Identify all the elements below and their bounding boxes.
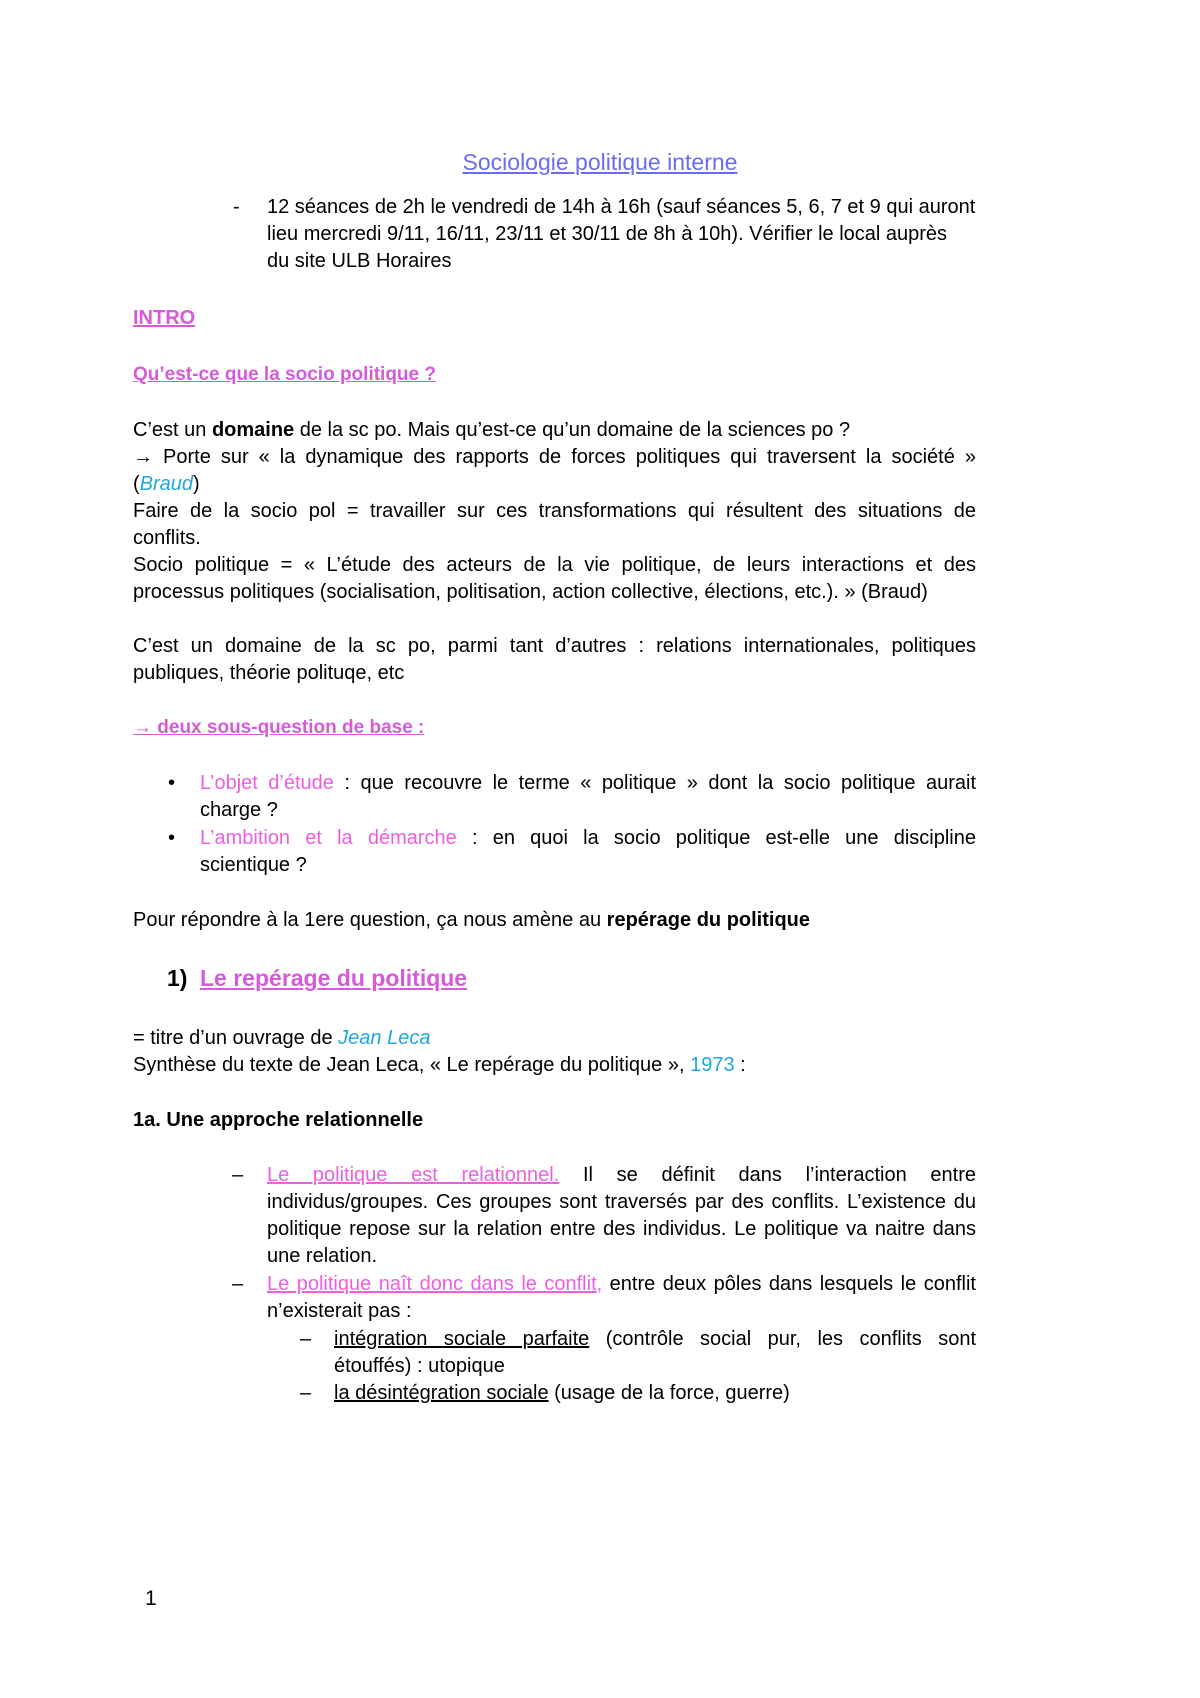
synthese-pre: Synthèse du texte de Jean Leca, « Le repérage du politique », <box>133 1054 691 1076</box>
subitem-2-dash: – <box>300 1382 312 1404</box>
bullet-1-line-1 <box>200 770 976 796</box>
faire-line-1: Faire de la socio pol = travailler sur ces transformations qui résultent des situations de <box>133 500 976 522</box>
section-1-number: 1) <box>167 965 188 991</box>
subitem-2-text: (usage de la force, guerre) <box>548 1382 790 1404</box>
bullet-1-line-2: charge ? <box>200 799 278 821</box>
arrow-icon: → <box>133 446 153 468</box>
arrow-icon: → <box>133 717 152 738</box>
section-1-title: Le repérage du politique <box>200 965 468 991</box>
intro-heading: INTRO <box>133 307 196 329</box>
subsection-1a: 1a. Une approche relationnelle <box>133 1109 424 1131</box>
repondre-pre: Pour répondre à la 1ere question, ça nous amène au <box>133 909 607 931</box>
item-1-label: Le politique est relationnel. <box>267 1164 560 1186</box>
repondre-paragraph <box>133 907 810 933</box>
bullet-1-text: : que recouvre le terme « politique » dont la socio politique aurait <box>333 772 977 794</box>
sous-question-heading <box>133 715 424 741</box>
repondre-bold: repérage du politique <box>606 909 811 931</box>
domaine-bold: domaine <box>211 419 295 441</box>
porte-paren-close: ) <box>193 473 200 495</box>
subitem-1-text: (contrôle social pur, les conflits sont <box>589 1328 976 1350</box>
porte-text: Porte sur « la dynamique des rapports de forces politiques qui traversent la société » <box>153 446 976 468</box>
item-2-text: entre deux pôles dans lesquels le conflit <box>602 1273 976 1295</box>
subitem-1-line-1 <box>334 1326 976 1352</box>
subitem-2-label: la désintégration sociale <box>334 1382 549 1404</box>
synthese-post: : <box>734 1054 746 1076</box>
schedule-dash: - <box>233 196 240 218</box>
bullet-icon: • <box>168 827 176 849</box>
socio-def-line-1: Socio politique = « L’étude des acteurs de la vie politique, de leurs interactions et des <box>133 554 976 576</box>
domaine2-line-1: C’est un domaine de la sc po, parmi tant d’autres : relations internationales, politiques <box>133 635 976 657</box>
domaine-pre: C’est un <box>133 419 212 441</box>
bullet-1-label: L’objet d’étude <box>200 772 334 794</box>
item-2-dash: – <box>232 1273 244 1295</box>
porte-paren-open: ( <box>133 473 140 495</box>
porte-author: Braud <box>139 473 194 495</box>
titre-ouvrage-author: Jean Leca <box>338 1027 431 1049</box>
domaine2-line-2: publiques, théorie polituqe, etc <box>133 662 405 684</box>
socio-def-line-2: processus politiques (socialisation, politisation, action collective, élections, etc.). » (Braud) <box>133 581 928 603</box>
faire-line-2: conflits. <box>133 527 201 549</box>
subitem-2-line-1 <box>334 1380 790 1406</box>
bullet-2-line-2: scientique ? <box>200 854 307 876</box>
titre-ouvrage-pre: = titre d’un ouvrage de <box>133 1027 339 1049</box>
item-1-line-2: individus/groupes. Ces groupes sont traversés par des conflits. L’existence du <box>267 1191 976 1213</box>
schedule-line-3: du site ULB Horaires <box>267 250 452 272</box>
synthese-year: 1973 <box>690 1054 735 1076</box>
item-2-line-2: n’existerait pas : <box>267 1300 412 1322</box>
porte-line-1 <box>133 444 976 470</box>
question-heading: Qu’est-ce que la socio politique ? <box>133 364 436 385</box>
page-title: Sociologie politique interne <box>462 149 738 175</box>
porte-line-2 <box>133 471 200 497</box>
subitem-1-label: intégration sociale parfaite <box>334 1328 590 1350</box>
bullet-2-text: : en quoi la socio politique est-elle une discipline <box>456 827 976 849</box>
item-1-dash: – <box>232 1164 244 1186</box>
synthese <box>133 1052 746 1078</box>
item-1-line-1 <box>267 1162 976 1188</box>
bullet-2-line-1 <box>200 825 976 851</box>
schedule-line-1: 12 séances de 2h le vendredi de 14h à 16h (sauf séances 5, 6, 7 et 9 qui auront <box>267 196 976 218</box>
bullet-2-label: L’ambition et la démarche <box>200 827 457 849</box>
item-2-line-1 <box>267 1271 976 1297</box>
item-1-text: Il se définit dans l’interaction entre <box>559 1164 976 1186</box>
domaine-post: de la sc po. Mais qu’est-ce qu’un domaine de la sciences po ? <box>294 419 851 441</box>
page-number: 1 <box>145 1587 157 1610</box>
schedule-line-2: lieu mercredi 9/11, 16/11, 23/11 et 30/11 de 8h à 10h). Vérifier le local auprès <box>267 223 948 245</box>
item-1-line-3: politique repose sur la relation entre des individus. Le politique va naitre dans <box>267 1218 976 1240</box>
bullet-icon: • <box>168 772 176 794</box>
subitem-1-line-2: étouffés) : utopique <box>334 1355 505 1377</box>
item-2-label: Le politique naît donc dans le conflit, <box>267 1273 603 1295</box>
domaine-paragraph <box>133 417 850 443</box>
titre-ouvrage <box>133 1025 430 1051</box>
item-1-line-4: une relation. <box>267 1245 378 1267</box>
sous-question-text: deux sous-question de base : <box>152 717 425 738</box>
subitem-1-dash: – <box>300 1328 312 1350</box>
